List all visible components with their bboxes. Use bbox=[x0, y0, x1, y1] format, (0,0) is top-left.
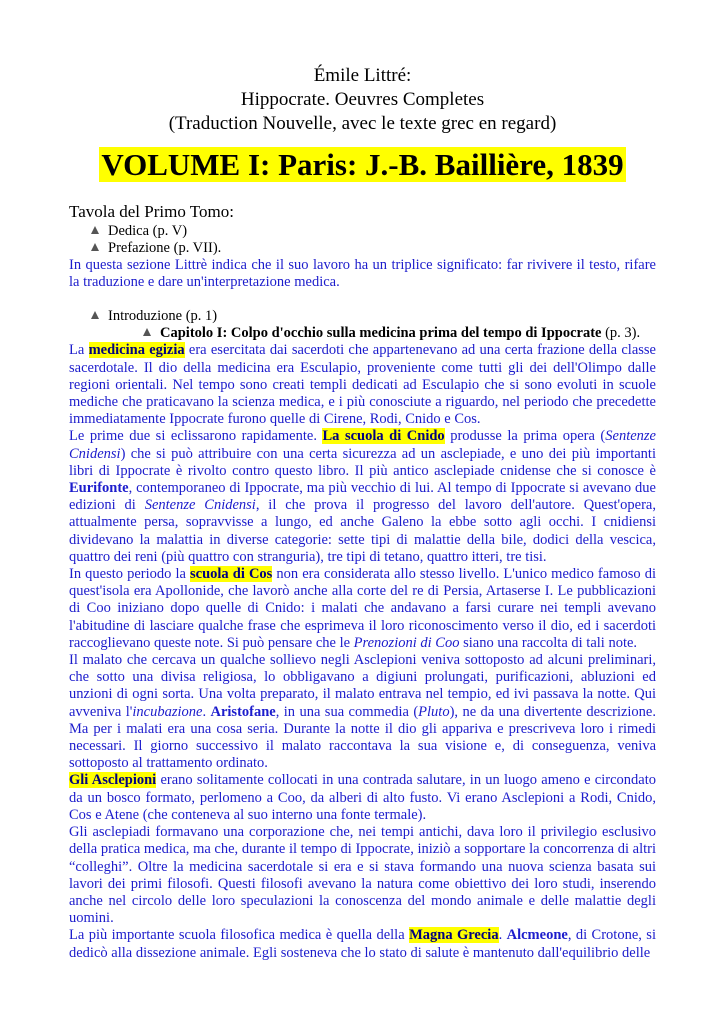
triangle-bullet-icon bbox=[91, 311, 99, 319]
toc-item-capitolo-1: Capitolo I: Colpo d'occhio sulla medicina prima del tempo di Ippocrate (p. 3). bbox=[69, 325, 656, 342]
toc-item-prefazione: Prefazione (p. VII). bbox=[69, 240, 656, 257]
highlight-asclepioni: Gli Asclepioni bbox=[69, 772, 157, 789]
paragraph-asclepiadi: Gli asclepiadi formavano una corporazione che, nei tempi antichi, dava loro il privilegio esclusivo della pratica medica, ma che, durante il tempo di Ippocrate, iniziò a sopportare la concorrenza di altri “colleghi”. Oltre la medicina sacerdotale si era e si stava formando una nuova scienza basata sui lavori dei primi filosofi. Questi filosofi avevano la natura come obiettivo dei loro studi, inserendo anche nel circolo delle loro speculazioni la conoscenza del mondo animale e delle malattie degli uomini. bbox=[69, 824, 656, 927]
paragraph-asclepioni: Gli Asclepioni erano solitamente collocati in una contrada salutare, in un luogo ameno e circondato da un bosco formato, perlomeno a Coo, da alberi di alto fusto. Vi erano Asclepioni a Rodi, Cnido, Cos e Atene (che conteneva al suo interno una fonte termale). bbox=[69, 772, 656, 823]
prefazione-note: In questa sezione Littrè indica che il suo lavoro ha un triplice significato: far rivivere il testo, rifare la traduzione e dare un'interpretazione medica. bbox=[69, 257, 656, 291]
highlight-scuola-cnido: La scuola di Cnido bbox=[322, 428, 445, 445]
paragraph-medicina-egizia: La medicina egizia era esercitata dai sacerdoti che appartenevano ad una certa frazione della classe sacerdotale. Il dio della medicina era Esculapio, proveniente come tutti gli dei dell'Olimpo dalle regioni orientali. Nel tempo sono creati templi dedicati ad Esculapio che si sono evoluti in scuole mediche che praticavano la scienza medica, e i più conosciute a riguardo, nel periodo che precedette immediatamente Ippocrate furono quelle di Cirene, Rodi, Cnido e Cos. bbox=[69, 342, 656, 428]
work-subtitle: (Traduction Nouvelle, avec le texte grec en regard) bbox=[168, 113, 557, 134]
volume-title: VOLUME I: Paris: J.-B. Baillière, 1839 bbox=[101, 147, 624, 182]
paragraph-scuola-cos: In questo periodo la scuola di Cos non era considerata allo stesso livello. L'unico medico famoso di quest'isola era Apollonide, che lavorò anche alla corte del re di Persia, Artaserse I. Le pubblicazioni di Coo iniziano dopo quelle di Cnido: i malati che andavano a farsi curare nei templi avevano l'abitudine di lasciare qualche frase che esprimeva il loro riconoscimento verso il dio, ed i sacerdoti raccoglievano queste note. Si può pensare che le Prenozioni di Coo siano una raccolta di tali note. bbox=[69, 566, 656, 651]
paragraph-scuola-cnido: Le prime due si eclissarono rapidamente. La scuola di Cnido produsse la prima opera (Sentenze Cnidensi) che si può attribuire con una certa sicurezza ad un asclepiade, e uno dei più importanti libri di Ippocrate è rivolto contro questo libro. Il più antico asclepiade cnidense che si conosce è Eurifonte, contemporaneo di Ippocrate, ma più vecchio di lui. Al tempo di Ippocrate si avevano due edizioni di Sentenze Cnidensi, il che prova il progresso del lavoro dell'autore. Quest'opera, attualmente persa, sopravvisse a lungo, ed anche Galeno la ebbe sotto agli occhi. I cnidiensi dividevano la malattia in diverse categorie: sette tipi di malattie della bile, dodici della vescica, quattro dei reni (più quattro con stranguria), tre tipi di tetano, quattro itteri, tre tisi. bbox=[69, 428, 656, 565]
toc-title: Tavola del Primo Tomo: bbox=[69, 202, 234, 221]
highlight-magna-grecia: Magna Grecia bbox=[409, 927, 499, 944]
work-title: Hippocrate. Oeuvres Completes bbox=[240, 89, 485, 110]
toc-item-dedica: Dedica (p. V) bbox=[69, 223, 656, 240]
author-line: Émile Littré: bbox=[313, 65, 412, 86]
paragraph-incubazione: Il malato che cercava un qualche sollievo negli Asclepioni veniva sottoposto ad alcuni preliminari, che sotto una divisa religiosa, lo obbligavano a digiuni prolungati, purificazioni, abluzioni ed unzioni di ogni sorta. Una volta preparato, il malato entrava nel tempio, ed ivi passava la notte. Qui avveniva l'incubazione. Aristofane, in una sua commedia (Pluto), ne da una divertente descrizione. Ma per i malati era una cosa seria. Durante la notte il dio gli appariva e prescriveva loro i rimedi necessari. Il giorno successivo il malato raccontava la sua visione e, di conseguenza, veniva sottoposto al trattamento ordinato. bbox=[69, 652, 656, 772]
highlight-scuola-cos: scuola di Cos bbox=[190, 566, 273, 583]
highlight-medicina-egizia: medicina egizia bbox=[88, 342, 185, 359]
triangle-bullet-icon bbox=[91, 243, 99, 251]
volume-heading bbox=[69, 145, 656, 191]
triangle-bullet-icon bbox=[143, 328, 151, 336]
triangle-bullet-icon bbox=[91, 226, 99, 234]
toc-item-introduzione: Introduzione (p. 1) bbox=[69, 308, 656, 325]
document-header bbox=[69, 64, 656, 136]
paragraph-magna-grecia: La più importante scuola filosofica medica è quella della Magna Grecia. Alcmeone, di Crotone, si dedicò alla dissezione animale. Egli sosteneva che lo stato di salute è mantenuto dall'equilibrio delle bbox=[69, 927, 656, 961]
document-page bbox=[69, 64, 656, 962]
